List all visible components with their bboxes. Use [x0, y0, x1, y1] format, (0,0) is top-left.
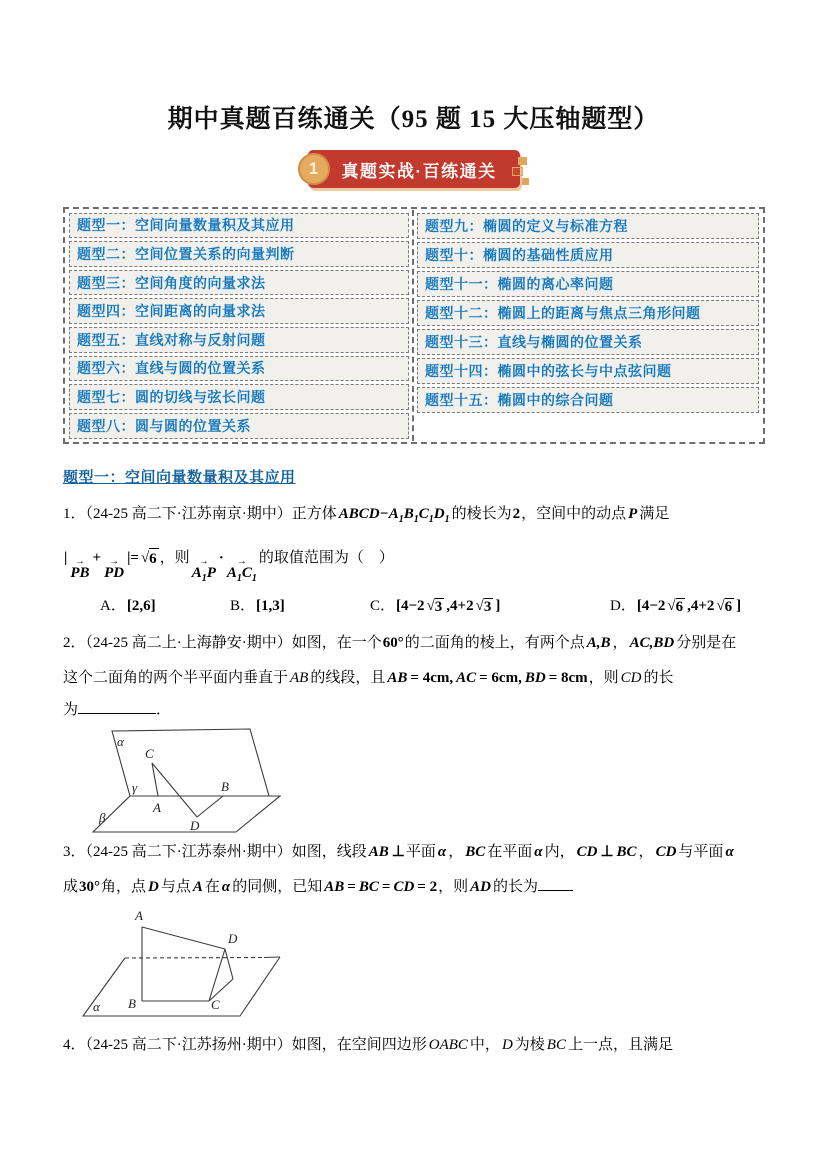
label-alpha: α — [117, 734, 124, 749]
question-2-line-2: 这个二面角的两个半平面内垂直于 AB 的线段，且 AB = 4cm, AC = 6cm, BD = 8cm，则 CD 的长 — [63, 670, 674, 686]
option-c: C．[4−2 √ 3 ,4+2 √ 3 ] — [370, 598, 501, 615]
topic-cell: 题型四：空间距离的向量求法 — [69, 298, 409, 324]
figure-dihedral-angle — [73, 720, 295, 840]
banner-deco-square-icon — [512, 167, 523, 176]
topic-cell: 题型六：直线与圆的位置关系 — [69, 356, 409, 382]
topic-cell: 题型三：空间角度的向量求法 — [69, 270, 409, 296]
topic-column-left — [66, 210, 414, 441]
page-title: 期中真题百练通关（95 题 15 大压轴题型） — [167, 106, 660, 133]
label-A: A — [135, 908, 143, 923]
label-B: B — [221, 779, 229, 794]
plane-back-edge-solid — [264, 957, 280, 958]
plane-outline — [83, 957, 280, 1016]
label-C: C — [211, 997, 220, 1012]
plane-back-edge-dashed — [125, 958, 264, 959]
topic-cell: 题型十一：椭圆的离心率问题 — [417, 271, 759, 297]
question-2-line-1: 2．（24-25 高二上·上海静安·期中）如图，在一个60°的二面角的棱上，有两个点 A,B ， AC,BD 分别是在 — [63, 635, 737, 651]
question-3-line-1: 3．（24-25 高二下·江苏泰州·期中）如图，线段 AB ⊥平面 α ， BC 在平面 α 内， CD ⊥ BC ， CD 与平面 α — [63, 844, 734, 860]
banner-number-badge: 1 — [298, 153, 330, 185]
question-4-line-1: 4．（24-25 高二下·江苏扬州·期中）如图，在空间四边形 OABC 中， D 为棱 BC 上一点，且满足 — [63, 1037, 673, 1053]
lower-half-plane — [93, 796, 280, 832]
topic-cell: 题型七：圆的切线与弦长问题 — [69, 384, 409, 410]
topic-cell: 题型一：空间向量数量积及其应用 — [69, 213, 409, 239]
banner-ribbon — [308, 150, 520, 188]
question-3-line-2: 成30°角，点 D 与点 A 在 α 的同侧，已知 AB = BC = CD = 2，则 AD 的长为 — [63, 876, 773, 897]
topic-cell: 题型十五：椭圆中的综合问题 — [417, 387, 759, 413]
label-A: A — [153, 800, 161, 815]
option-b: B．[1,3] — [230, 598, 285, 614]
label-gamma: γ — [132, 780, 138, 795]
question-1-line-2: | → PB + → PD |= √ 6 ，则 → $A_1P$ · → $A_1C_1$ 的取值范围为（ ） — [64, 550, 394, 584]
topic-column-right — [414, 210, 762, 441]
label-beta: β — [99, 810, 106, 825]
label-B: B — [128, 996, 136, 1011]
topic-cell: 题型二：空间位置关系的向量判断 — [69, 241, 409, 267]
topic-table — [63, 207, 765, 444]
banner-deco-square-icon — [522, 178, 529, 185]
topic-cell: 题型十三：直线与椭圆的位置关系 — [417, 329, 759, 355]
topic-cell: 题型十二：椭圆上的距离与焦点三角形问题 — [417, 300, 759, 326]
question-1-options — [63, 594, 773, 616]
banner-deco-square-icon — [518, 157, 527, 165]
section-heading: 题型一：空间向量数量积及其应用 — [63, 469, 296, 486]
segment-CA — [152, 763, 158, 796]
topic-cell: 题型八：圆与圆的位置关系 — [69, 413, 409, 439]
label-D: D — [228, 931, 238, 946]
topic-cell: 题型十四：椭圆中的弦长与中点弦问题 — [417, 358, 759, 384]
label-C: C — [145, 746, 154, 761]
topic-cell: 题型五：直线对称与反射问题 — [69, 327, 409, 353]
label-D: D — [190, 818, 200, 833]
banner-label: 真题实战·百练通关 — [341, 161, 497, 181]
topic-cell: 题型九：椭圆的定义与标准方程 — [417, 213, 759, 239]
question-1-line-1: 1．（24-25 高二下·江苏南京·期中）正方体 $ABCD-A_1B_1C_1D_1$ 的棱长为2，空间中的动点 P 满足 — [63, 506, 670, 525]
option-d: D．[4−2 √ 6 ,4+2 √ 6 ] — [610, 598, 742, 615]
label-alpha: α — [93, 999, 100, 1014]
topic-cell: 题型十：椭圆的基础性质应用 — [417, 242, 759, 268]
section-banner — [308, 150, 520, 188]
option-a: A．[2,6] — [100, 598, 156, 614]
figure-plane-quadrilateral — [62, 903, 297, 1021]
segment-AD — [142, 927, 225, 949]
question-2-line-3: 为 ． — [63, 699, 773, 720]
segment-DE — [225, 949, 233, 979]
segment-BD — [197, 796, 223, 817]
